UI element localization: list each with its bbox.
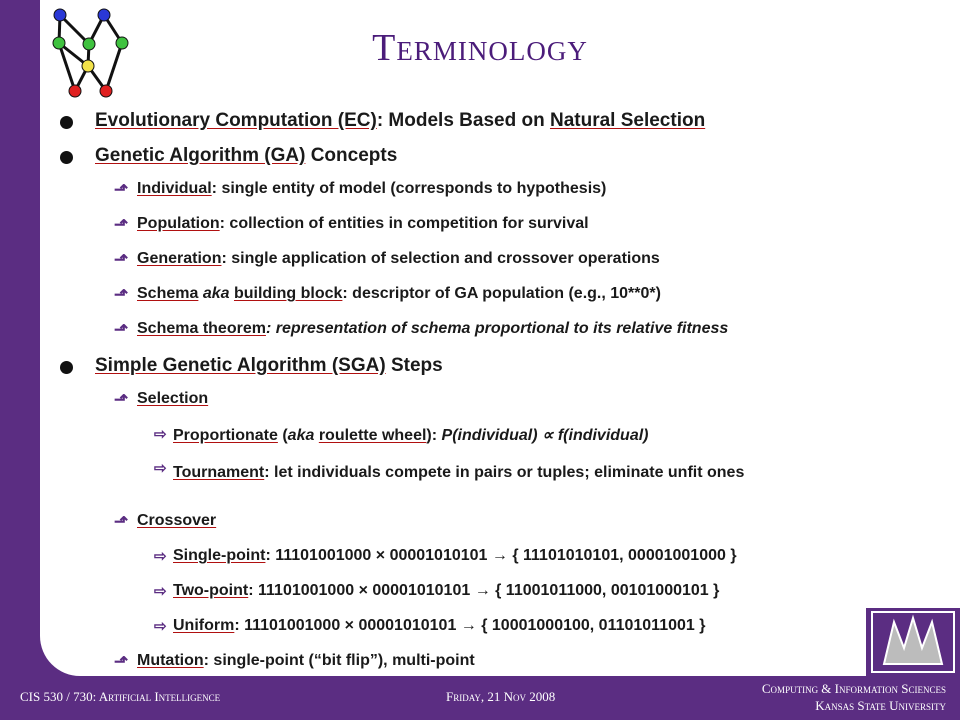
- subitem-proportionate: ⇨ Proportionate (aka roulette wheel): P(individual) ∝ f(individual): [154, 426, 649, 444]
- subitem-two-point: ⇨ Two-point: 11101001000 × 00001010101 → { 11001011000, 00101000101 }: [154, 582, 720, 600]
- slide-title: Terminology: [372, 27, 588, 69]
- slide-frame-left: [0, 0, 40, 720]
- item-individual: ⬏ Individual: single entity of model (corresponds to hypothesis): [114, 180, 607, 199]
- item-generation: ⬏ Generation: single application of selection and crossover operations: [114, 250, 660, 269]
- subitem-tournament: ⇨ Tournament: let individuals compete in pairs or tuples; eliminate unfit ones: [58, 460, 948, 512]
- hollow-arrow-icon: ⇨: [154, 618, 167, 635]
- bullet-evolutionary-computation: Evolutionary Computation (EC): Models Based on Natural Selection: [58, 110, 948, 145]
- footer-department: Computing & Information Sciences Kansas State University: [761, 681, 946, 713]
- arrow-bullet-icon: ⬏: [114, 320, 129, 339]
- bullet-dot-icon: [60, 151, 73, 164]
- item-mutation: ⬏ Mutation: single-point (“bit flip”), multi-point: [114, 652, 475, 671]
- subitem-single-point: ⇨ Single-point: 11101001000 × 00001010101 → { 11101010101, 00001001000 }: [154, 547, 737, 565]
- footer-date: Friday, 21 Nov 2008: [446, 689, 556, 704]
- item-selection: ⬏ Selection: [114, 390, 209, 409]
- subitem-uniform: ⇨ Uniform: 11101001000 × 00001010101 → { 10001000100, 01101011001 }: [154, 617, 706, 635]
- bullet-simple-genetic-algorithm: Simple Genetic Algorithm (SGA) Steps: [58, 355, 948, 390]
- arrow-bullet-icon: ⬏: [114, 512, 129, 531]
- item-crossover: ⬏ Crossover: [114, 512, 217, 531]
- wildcat-logo-icon: [866, 608, 960, 676]
- arrow-bullet-icon: ⬏: [114, 652, 129, 671]
- arrow-bullet-icon: ⬏: [114, 285, 129, 304]
- hollow-arrow-icon: ⇨: [154, 460, 167, 477]
- item-schema: ⬏ Schema aka building block: descriptor of GA population (e.g., 10**0*): [114, 285, 661, 304]
- item-population: ⬏ Population: collection of entities in competition for survival: [114, 215, 589, 234]
- bullet-dot-icon: [60, 361, 73, 374]
- bullet-genetic-algorithm: Genetic Algorithm (GA) Concepts: [58, 145, 948, 180]
- hollow-arrow-icon: ⇨: [154, 583, 167, 600]
- hollow-arrow-icon: ⇨: [154, 426, 167, 443]
- hollow-arrow-icon: ⇨: [154, 548, 167, 565]
- bullet-dot-icon: [60, 116, 73, 129]
- slide-content: [58, 110, 948, 687]
- arrow-bullet-icon: ⬏: [114, 215, 129, 234]
- arrow-bullet-icon: ⬏: [114, 180, 129, 199]
- footer-course: CIS 530 / 730: Artificial Intelligence: [20, 689, 221, 704]
- item-schema-theorem: ⬏ Schema theorem: representation of schema proportional to its relative fitness: [114, 320, 729, 339]
- arrow-bullet-icon: ⬏: [114, 250, 129, 269]
- arrow-bullet-icon: ⬏: [114, 390, 129, 409]
- slide-footer: [0, 676, 960, 720]
